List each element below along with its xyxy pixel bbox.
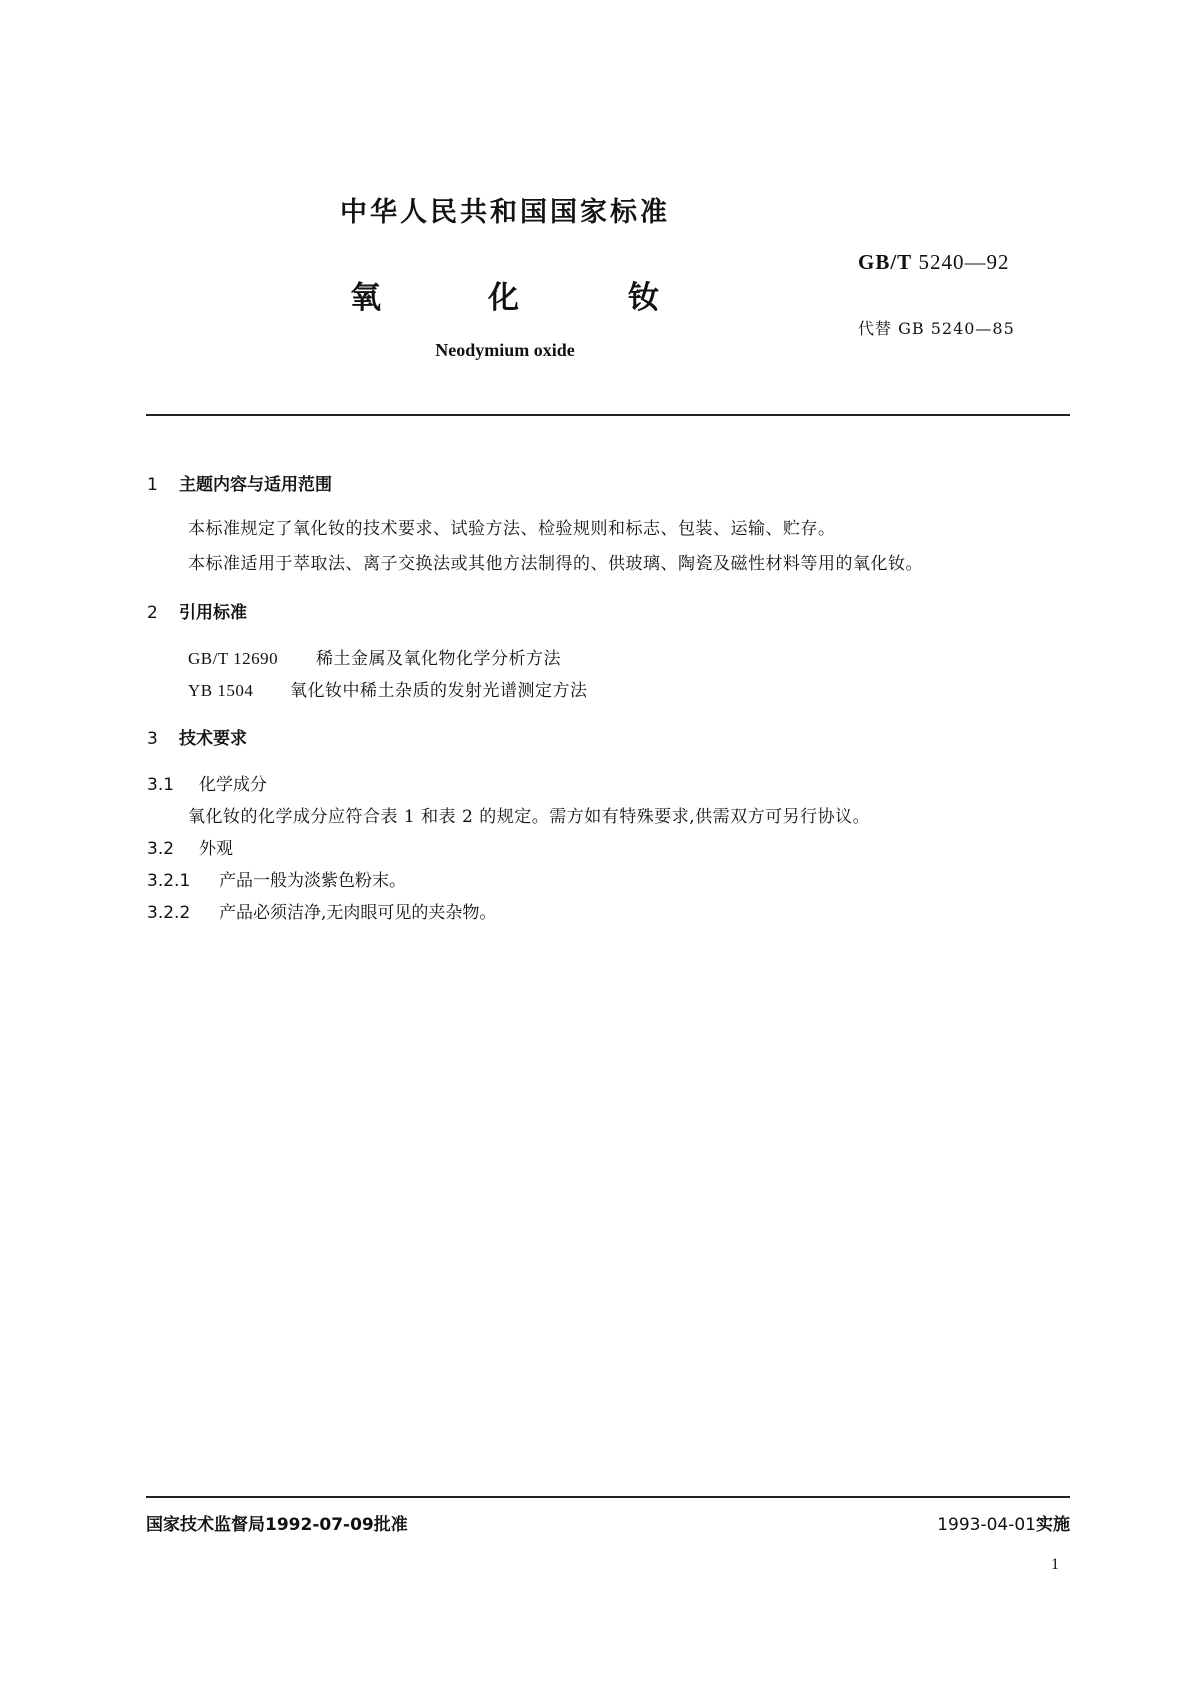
clause-3-2-title: 外观 [199,839,233,859]
reference-title: 氧化钕中稀土杂质的发射光谱测定方法 [290,681,588,701]
reference-title: 稀土金属及氧化物化学分析方法 [316,649,561,669]
effective-label: 实施 [1036,1515,1070,1535]
clause-3-2 [147,834,233,859]
page-number: 1 [1051,1556,1059,1573]
title-char-2: 化 [488,280,519,316]
effective-date: 1993-04-01 [937,1515,1036,1535]
header-divider [146,414,1070,416]
section-1-title: 主题内容与适用范围 [179,475,332,495]
reference-code: YB 1504 [188,681,254,700]
section-2-title: 引用标准 [179,603,247,623]
clause-3-2-2-number: 3.2.2 [147,903,191,923]
clause-3-1 [147,770,267,795]
national-standard-header: 中华人民共和国国家标准 [340,197,670,228]
document-title-english: Neodymium oxide [435,340,575,360]
reference-item [188,644,561,669]
section-1-paragraph-2: 本标准适用于萃取法、离子交换法或其他方法制得的、供玻璃、陶瓷及磁性材料等用的氧化钕。 [188,554,923,574]
title-char-3: 钕 [628,280,659,316]
clause-3-2-1-number: 3.2.1 [147,871,191,891]
section-2-heading [147,598,247,623]
section-2-number: 2 [147,603,158,623]
standard-code [858,250,1009,275]
clause-3-2-1-text: 产品一般为淡紫色粉末。 [219,871,406,891]
standard-code-prefix: GB/T [858,250,913,274]
clause-3-1-text: 氧化钕的化学成分应符合表 1 和表 2 的规定。需方如有特殊要求,供需双方可另行协议。 [188,807,871,827]
clause-3-2-number: 3.2 [147,839,175,859]
approval-line: 国家技术监督局1992-07-09批准 [146,1515,408,1535]
section-3-heading [147,724,247,749]
reference-code: GB/T 12690 [188,649,279,668]
replaces-standard: 代替 GB 5240—85 [858,319,1015,338]
effective-line [937,1510,1070,1535]
clause-3-2-1 [147,866,406,891]
clause-3-2-2-text: 产品必须洁净,无肉眼可见的夹杂物。 [219,903,497,923]
clause-3-2-2 [147,898,496,923]
standard-code-number: 5240—92 [918,250,1010,274]
clause-3-1-title: 化学成分 [199,775,267,795]
section-3-title: 技术要求 [179,729,247,749]
reference-item [188,676,588,701]
clause-3-1-number: 3.1 [147,775,175,795]
section-1-heading [147,470,332,495]
title-char-1: 氧 [350,280,381,316]
section-3-number: 3 [147,729,158,749]
footer-divider [146,1496,1070,1498]
section-1-paragraph-1: 本标准规定了氧化钕的技术要求、试验方法、检验规则和标志、包装、运输、贮存。 [188,519,836,539]
section-1-number: 1 [147,475,158,495]
